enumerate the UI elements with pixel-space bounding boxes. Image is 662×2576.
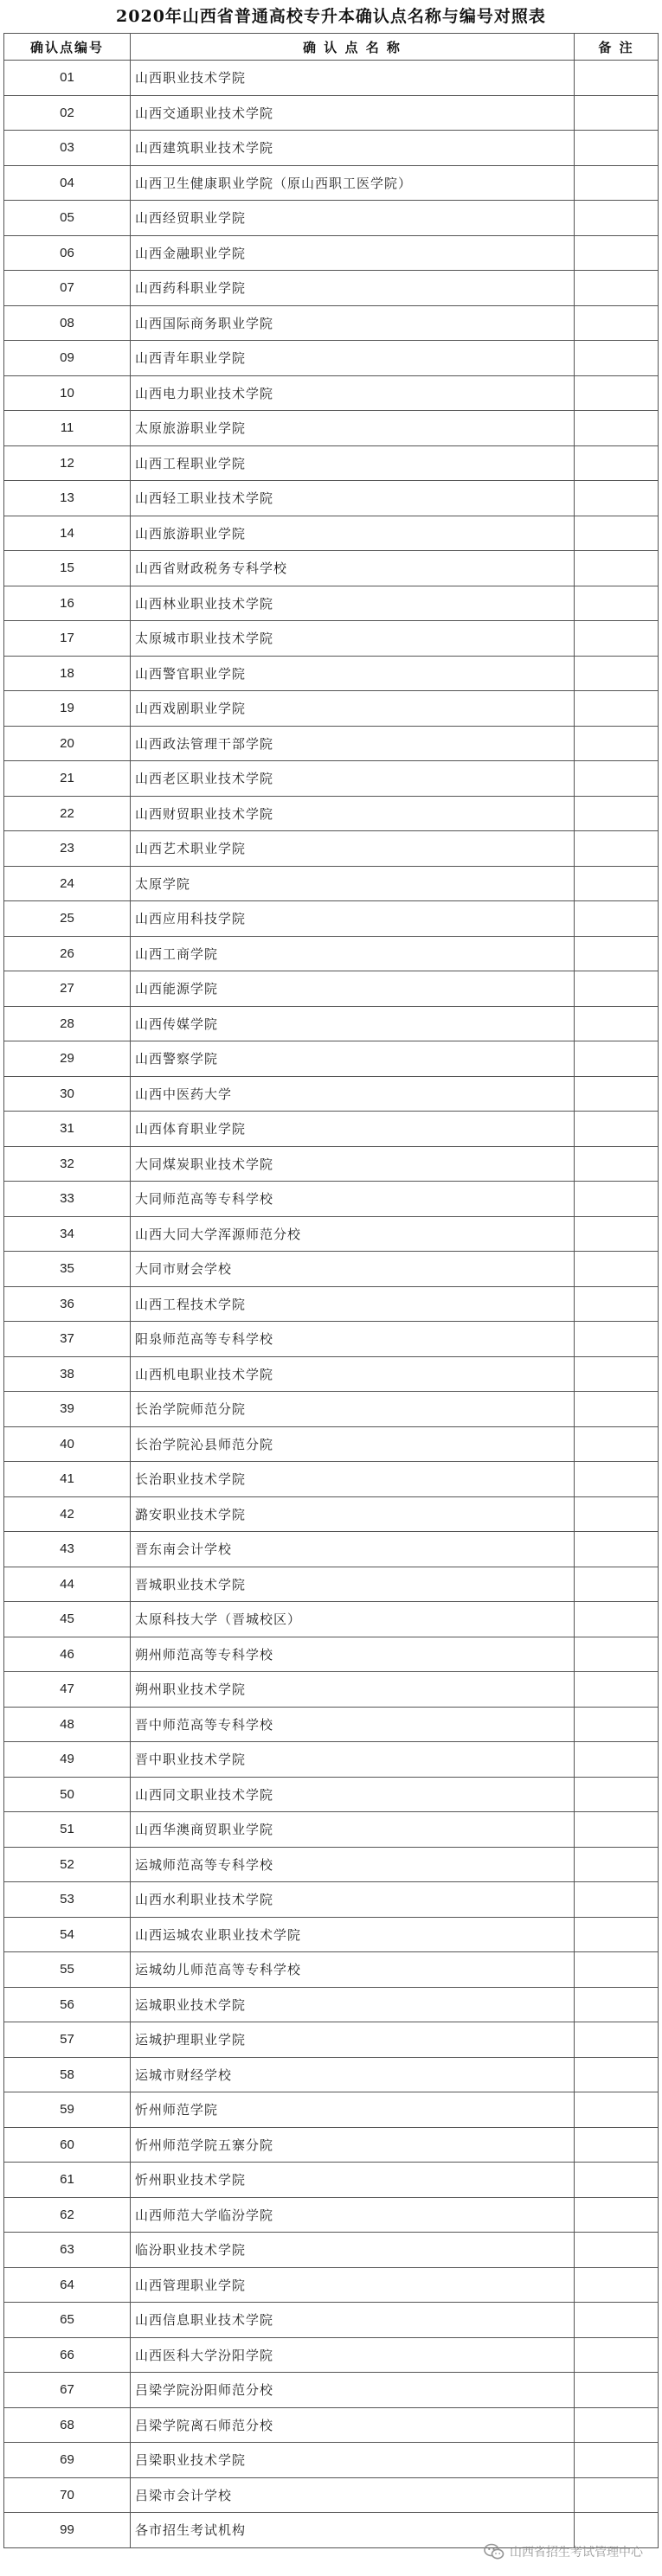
cell-number: 22 [4, 796, 131, 831]
cell-number: 28 [4, 1006, 131, 1041]
cell-name: 山西工程职业学院 [131, 445, 575, 481]
cell-name: 太原城市职业技术学院 [131, 621, 575, 657]
table-row [4, 2127, 659, 2163]
cell-name: 大同煤炭职业技术学院 [131, 1146, 575, 1182]
table-row [4, 1216, 659, 1252]
cell-note [575, 305, 659, 341]
cell-number: 52 [4, 1847, 131, 1882]
table-row [4, 866, 659, 901]
cell-note [575, 1182, 659, 1217]
table-row [4, 2513, 659, 2548]
table-row [4, 61, 659, 96]
cell-note [575, 165, 659, 201]
cell-name: 山西中医药大学 [131, 1076, 575, 1112]
table-row [4, 375, 659, 411]
cell-note [575, 1076, 659, 1112]
cell-note [575, 2443, 659, 2478]
cell-name: 山西国际商务职业学院 [131, 305, 575, 341]
table-row [4, 1392, 659, 1427]
cell-note [575, 656, 659, 691]
cell-number: 13 [4, 481, 131, 516]
cell-number: 18 [4, 656, 131, 691]
cell-name: 吕梁市会计学校 [131, 2477, 575, 2513]
cell-note [575, 2337, 659, 2373]
cell-number: 10 [4, 375, 131, 411]
cell-name: 运城护理职业学院 [131, 2022, 575, 2058]
table-row [4, 235, 659, 271]
cell-note [575, 1917, 659, 1952]
table-row [4, 1532, 659, 1567]
table-row [4, 761, 659, 797]
cell-note [575, 2197, 659, 2233]
table-row [4, 271, 659, 306]
cell-note [575, 2233, 659, 2268]
table-row [4, 411, 659, 446]
cell-note [575, 271, 659, 306]
cell-number: 62 [4, 2197, 131, 2233]
cell-name: 朔州职业技术学院 [131, 1672, 575, 1708]
cell-note [575, 866, 659, 901]
cell-note [575, 61, 659, 96]
cell-number: 70 [4, 2477, 131, 2513]
cell-note [575, 621, 659, 657]
table-row [4, 1496, 659, 1532]
table-row [4, 95, 659, 131]
cell-note [575, 1392, 659, 1427]
cell-note [575, 2513, 659, 2548]
cell-name: 大同师范高等专科学校 [131, 1182, 575, 1217]
cell-number: 25 [4, 901, 131, 937]
table-row [4, 1847, 659, 1882]
table-row [4, 1322, 659, 1357]
watermark-text: 山西省招生考试管理中心 [510, 2546, 643, 2560]
cell-name: 太原科技大学（晋城校区） [131, 1602, 575, 1637]
cell-note [575, 1987, 659, 2022]
cell-name: 山西警官职业学院 [131, 656, 575, 691]
cell-number: 61 [4, 2163, 131, 2198]
table-row [4, 1112, 659, 1147]
table-row [4, 1286, 659, 1322]
header-name: 确 认 点 名 称 [131, 34, 575, 61]
cell-note [575, 1356, 659, 1392]
cell-name: 忻州师范学院五寨分院 [131, 2127, 575, 2163]
cell-number: 43 [4, 1532, 131, 1567]
cell-note [575, 1952, 659, 1988]
cell-name: 吕梁职业技术学院 [131, 2443, 575, 2478]
cell-number: 06 [4, 235, 131, 271]
cell-name: 山西艺术职业学院 [131, 831, 575, 867]
cell-number: 21 [4, 761, 131, 797]
cell-note [575, 936, 659, 971]
table-row [4, 1742, 659, 1778]
table-row [4, 201, 659, 236]
table-row [4, 1076, 659, 1112]
cell-name: 山西政法管理干部学院 [131, 726, 575, 761]
cell-note [575, 1286, 659, 1322]
cell-note [575, 481, 659, 516]
cell-number: 07 [4, 271, 131, 306]
cell-note [575, 2407, 659, 2443]
cell-name: 山西应用科技学院 [131, 901, 575, 937]
cell-number: 29 [4, 1041, 131, 1077]
table-row [4, 341, 659, 376]
cell-note [575, 1216, 659, 1252]
cell-number: 65 [4, 2303, 131, 2338]
table-row [4, 726, 659, 761]
cell-name: 太原学院 [131, 866, 575, 901]
table-row [4, 551, 659, 586]
table-body [4, 61, 659, 2548]
cell-note [575, 1567, 659, 1602]
table-row [4, 2022, 659, 2058]
watermark [484, 2543, 643, 2560]
table-row [4, 445, 659, 481]
cell-number: 24 [4, 866, 131, 901]
table-row [4, 586, 659, 621]
table-row [4, 1146, 659, 1182]
cell-name: 山西信息职业技术学院 [131, 2303, 575, 2338]
cell-number: 23 [4, 831, 131, 867]
cell-name: 朔州师范高等专科学校 [131, 1637, 575, 1672]
cell-number: 99 [4, 2513, 131, 2548]
table-row [4, 2092, 659, 2128]
table-row [4, 2163, 659, 2198]
cell-number: 40 [4, 1426, 131, 1462]
cell-note [575, 1812, 659, 1848]
cell-name: 山西医科大学汾阳学院 [131, 2337, 575, 2373]
header-number: 确认点编号 [4, 34, 131, 61]
cell-note [575, 2057, 659, 2092]
cell-note [575, 1252, 659, 1287]
cell-number: 17 [4, 621, 131, 657]
cell-name: 阳泉师范高等专科学校 [131, 1322, 575, 1357]
cell-note [575, 1882, 659, 1918]
table-row [4, 1882, 659, 1918]
cell-name: 长治职业技术学院 [131, 1462, 575, 1497]
cell-note [575, 831, 659, 867]
cell-number: 39 [4, 1392, 131, 1427]
cell-note [575, 1602, 659, 1637]
cell-number: 34 [4, 1216, 131, 1252]
cell-number: 05 [4, 201, 131, 236]
cell-number: 60 [4, 2127, 131, 2163]
cell-name: 山西工程技术学院 [131, 1286, 575, 1322]
cell-note [575, 1777, 659, 1812]
cell-name: 山西轻工职业技术学院 [131, 481, 575, 516]
cell-number: 38 [4, 1356, 131, 1392]
cell-note [575, 761, 659, 797]
cell-number: 45 [4, 1602, 131, 1637]
cell-note [575, 95, 659, 131]
cell-number: 41 [4, 1462, 131, 1497]
cell-name: 山西老区职业技术学院 [131, 761, 575, 797]
wechat-icon [484, 2543, 505, 2560]
cell-note [575, 2163, 659, 2198]
cell-name: 山西华澳商贸职业学院 [131, 1812, 575, 1848]
cell-note [575, 1322, 659, 1357]
cell-number: 26 [4, 936, 131, 971]
cell-name: 长治学院师范分院 [131, 1392, 575, 1427]
cell-name: 山西体育职业学院 [131, 1112, 575, 1147]
table-row [4, 1812, 659, 1848]
cell-name: 山西大同大学浑源师范分校 [131, 1216, 575, 1252]
cell-number: 37 [4, 1322, 131, 1357]
table-row [4, 1602, 659, 1637]
cell-name: 晋城职业技术学院 [131, 1567, 575, 1602]
cell-number: 31 [4, 1112, 131, 1147]
cell-number: 09 [4, 341, 131, 376]
cell-note [575, 901, 659, 937]
cell-note [575, 971, 659, 1007]
table-row [4, 1252, 659, 1287]
cell-name: 大同市财会学校 [131, 1252, 575, 1287]
cell-note [575, 2303, 659, 2338]
table-row [4, 1777, 659, 1812]
cell-note [575, 235, 659, 271]
cell-name: 山西同文职业技术学院 [131, 1777, 575, 1812]
cell-name: 山西警察学院 [131, 1041, 575, 1077]
table-row [4, 1041, 659, 1077]
cell-note [575, 796, 659, 831]
table-row [4, 621, 659, 657]
table-row [4, 1672, 659, 1708]
cell-number: 02 [4, 95, 131, 131]
cell-note [575, 2373, 659, 2408]
cell-name: 晋中职业技术学院 [131, 1742, 575, 1778]
cell-note [575, 445, 659, 481]
cell-number: 46 [4, 1637, 131, 1672]
cell-name: 晋东南会计学校 [131, 1532, 575, 1567]
header-note: 备 注 [575, 34, 659, 61]
cell-note [575, 2127, 659, 2163]
cell-number: 48 [4, 1707, 131, 1742]
cell-name: 临汾职业技术学院 [131, 2233, 575, 2268]
cell-note [575, 726, 659, 761]
table-row [4, 1637, 659, 1672]
table-row [4, 2197, 659, 2233]
cell-number: 03 [4, 131, 131, 166]
cell-name: 山西青年职业学院 [131, 341, 575, 376]
table-row [4, 2407, 659, 2443]
cell-name: 山西运城农业职业技术学院 [131, 1917, 575, 1952]
table-row [4, 2337, 659, 2373]
cell-number: 15 [4, 551, 131, 586]
table-row [4, 2267, 659, 2303]
cell-number: 32 [4, 1146, 131, 1182]
cell-name: 运城职业技术学院 [131, 1987, 575, 2022]
cell-name: 山西职业技术学院 [131, 61, 575, 96]
cell-note [575, 1532, 659, 1567]
cell-note [575, 131, 659, 166]
cell-name: 山西机电职业技术学院 [131, 1356, 575, 1392]
cell-name: 山西林业职业技术学院 [131, 586, 575, 621]
cell-name: 山西水利职业技术学院 [131, 1882, 575, 1918]
cell-number: 63 [4, 2233, 131, 2268]
cell-number: 68 [4, 2407, 131, 2443]
table-row [4, 2303, 659, 2338]
cell-note [575, 1847, 659, 1882]
cell-name: 山西经贸职业学院 [131, 201, 575, 236]
table-row [4, 305, 659, 341]
cell-name: 忻州职业技术学院 [131, 2163, 575, 2198]
table-row [4, 1426, 659, 1462]
cell-number: 44 [4, 1567, 131, 1602]
cell-number: 67 [4, 2373, 131, 2408]
cell-number: 59 [4, 2092, 131, 2128]
cell-note [575, 1006, 659, 1041]
table-row [4, 1356, 659, 1392]
table-row [4, 1567, 659, 1602]
cell-number: 56 [4, 1987, 131, 2022]
cell-number: 30 [4, 1076, 131, 1112]
confirmation-point-table [3, 33, 659, 2548]
cell-note [575, 411, 659, 446]
cell-number: 58 [4, 2057, 131, 2092]
cell-number: 19 [4, 691, 131, 727]
cell-note [575, 1672, 659, 1708]
cell-name: 山西旅游职业学院 [131, 516, 575, 551]
cell-note [575, 516, 659, 551]
cell-number: 16 [4, 586, 131, 621]
table-row [4, 971, 659, 1007]
cell-note [575, 1707, 659, 1742]
cell-number: 04 [4, 165, 131, 201]
table-row [4, 2233, 659, 2268]
cell-note [575, 1146, 659, 1182]
cell-name: 山西交通职业技术学院 [131, 95, 575, 131]
cell-name: 运城幼儿师范高等专科学校 [131, 1952, 575, 1988]
table-row [4, 516, 659, 551]
cell-note [575, 1426, 659, 1462]
cell-note [575, 375, 659, 411]
table-row [4, 1006, 659, 1041]
cell-number: 42 [4, 1496, 131, 1532]
table-row [4, 2477, 659, 2513]
cell-note [575, 341, 659, 376]
cell-number: 66 [4, 2337, 131, 2373]
cell-name: 山西建筑职业技术学院 [131, 131, 575, 166]
cell-number: 55 [4, 1952, 131, 1988]
cell-name: 运城师范高等专科学校 [131, 1847, 575, 1882]
cell-name: 山西财贸职业技术学院 [131, 796, 575, 831]
cell-name: 山西管理职业学院 [131, 2267, 575, 2303]
cell-number: 69 [4, 2443, 131, 2478]
cell-note [575, 2092, 659, 2128]
cell-note [575, 201, 659, 236]
cell-number: 08 [4, 305, 131, 341]
cell-number: 36 [4, 1286, 131, 1322]
cell-name: 山西工商学院 [131, 936, 575, 971]
cell-number: 14 [4, 516, 131, 551]
table-row [4, 131, 659, 166]
cell-name: 忻州师范学院 [131, 2092, 575, 2128]
table-row [4, 901, 659, 937]
cell-number: 54 [4, 1917, 131, 1952]
cell-name: 山西传媒学院 [131, 1006, 575, 1041]
table-row [4, 481, 659, 516]
table-row [4, 1987, 659, 2022]
table-row [4, 831, 659, 867]
cell-number: 35 [4, 1252, 131, 1287]
table-row [4, 796, 659, 831]
cell-number: 57 [4, 2022, 131, 2058]
cell-number: 01 [4, 61, 131, 96]
table-header-row [4, 34, 659, 61]
table-row [4, 165, 659, 201]
cell-note [575, 691, 659, 727]
table-row [4, 656, 659, 691]
cell-name: 晋中师范高等专科学校 [131, 1707, 575, 1742]
cell-number: 64 [4, 2267, 131, 2303]
cell-number: 47 [4, 1672, 131, 1708]
table-row [4, 1707, 659, 1742]
cell-note [575, 1112, 659, 1147]
table-row [4, 2373, 659, 2408]
cell-number: 11 [4, 411, 131, 446]
cell-number: 20 [4, 726, 131, 761]
cell-name: 山西戏剧职业学院 [131, 691, 575, 727]
cell-note [575, 2022, 659, 2058]
cell-name: 吕梁学院离石师范分校 [131, 2407, 575, 2443]
cell-number: 51 [4, 1812, 131, 1848]
cell-name: 吕梁学院汾阳师范分校 [131, 2373, 575, 2408]
cell-name: 长治学院沁县师范分院 [131, 1426, 575, 1462]
cell-name: 运城市财经学校 [131, 2057, 575, 2092]
cell-note [575, 1496, 659, 1532]
cell-number: 12 [4, 445, 131, 481]
cell-name: 山西卫生健康职业学院（原山西职工医学院） [131, 165, 575, 201]
table-row [4, 1917, 659, 1952]
cell-name: 各市招生考试机构 [131, 2513, 575, 2548]
cell-note [575, 1637, 659, 1672]
page-title: 2020年山西省普通高校专升本确认点名称与编号对照表 [116, 7, 546, 26]
cell-note [575, 1742, 659, 1778]
cell-name: 太原旅游职业学院 [131, 411, 575, 446]
cell-name: 山西省财政税务专科学校 [131, 551, 575, 586]
cell-note [575, 1041, 659, 1077]
cell-note [575, 1462, 659, 1497]
table-row [4, 1462, 659, 1497]
cell-name: 山西金融职业学院 [131, 235, 575, 271]
table-row [4, 691, 659, 727]
cell-name: 山西电力职业技术学院 [131, 375, 575, 411]
cell-name: 潞安职业技术学院 [131, 1496, 575, 1532]
cell-number: 53 [4, 1882, 131, 1918]
cell-note [575, 2477, 659, 2513]
cell-note [575, 551, 659, 586]
cell-name: 山西药科职业学院 [131, 271, 575, 306]
cell-note [575, 586, 659, 621]
table-row [4, 1952, 659, 1988]
cell-name: 山西能源学院 [131, 971, 575, 1007]
table-row [4, 2057, 659, 2092]
cell-number: 33 [4, 1182, 131, 1217]
cell-note [575, 2267, 659, 2303]
cell-number: 50 [4, 1777, 131, 1812]
table-row [4, 936, 659, 971]
table-row [4, 2443, 659, 2478]
cell-number: 27 [4, 971, 131, 1007]
cell-number: 49 [4, 1742, 131, 1778]
cell-name: 山西师范大学临汾学院 [131, 2197, 575, 2233]
table-row [4, 1182, 659, 1217]
